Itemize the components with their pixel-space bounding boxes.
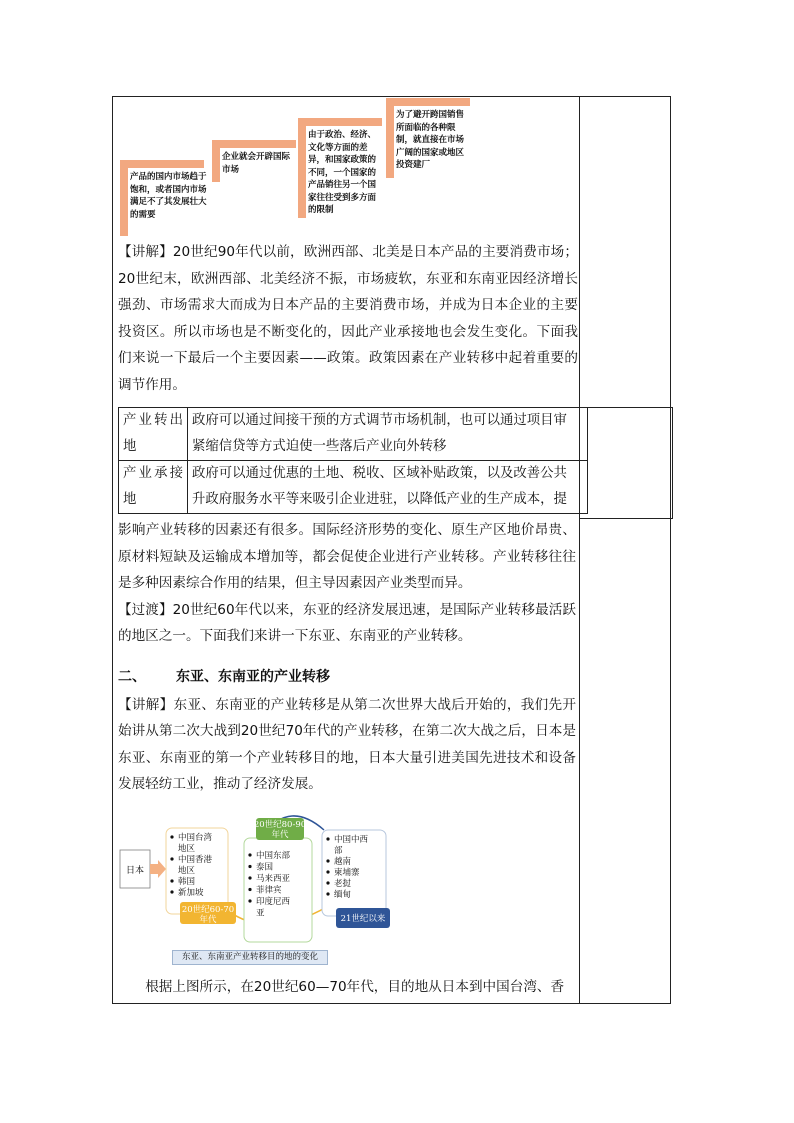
step-1 [120,160,210,236]
list-item: 印度尼西 [256,897,291,907]
bullet-icon [326,859,329,862]
list-item: 部 [334,846,343,856]
bullet-icon [248,899,251,902]
policy-label-out: 产业转出地 [119,408,188,461]
paragraph-explain: 【讲解】东亚、东南亚的产业转移是从第二次世界大战后开始的，我们先开始讲从第二次大战到20世纪70年代的产业转移，在第二次大战之后，日本是东亚、东南亚的第一个产业转移目的地，日本大量引进美国先进技术和设备发展轻纺工业，推动了经济发展。 [118,696,576,792]
step-diagram [118,96,578,239]
bullet-icon [248,853,251,856]
policy-label-in: 产业承接地 [119,461,188,514]
list-item: 新加坡 [178,888,204,898]
list-item: 柬埔寨 [334,868,360,878]
right-column-cell [579,407,673,519]
paragraph-factors: 影响产业转移的因素还有很多。国际经济形势的变化、原生产区地价昂贵、原材料短缺及运输成本增加等，都会促使企业进行产业转移。产业转移往往是多种因素综合作用的结果，但主导因素因产业类型而异。 [118,522,576,591]
era-1-label-b: 年代 [199,915,217,925]
section-title: 东亚、东南亚的产业转移 [176,668,330,685]
transfer-diagram [118,812,398,964]
era-3-label: 21世纪以来 [340,914,386,924]
step-2 [212,140,298,182]
bullet-icon [326,837,329,840]
bullet-icon [248,865,251,868]
bullet-icon [326,892,329,895]
bullet-icon [248,888,251,891]
bullet-icon [170,879,173,882]
arrow-icon [150,860,166,878]
column-divider [579,96,580,1004]
bullet-icon [248,876,251,879]
list-item: 地区 [178,866,196,876]
origin-label: 日本 [125,866,145,876]
step-2-text: 企业就会开辟国际市场 [222,152,291,175]
step-4 [386,98,472,178]
final-content [118,974,576,1001]
section-heading [118,664,576,690]
list-item: 地区 [178,844,196,854]
bullet-icon [326,870,329,873]
bullet-icon [170,857,173,860]
policy-table [118,407,588,514]
step-3 [298,118,384,218]
policy-text-out: 政府可以通过间接干预的方式调节市场机制，也可以通过项目审 紧缩信贷等方式迫使一些落后产业向外转移 [188,408,588,461]
section-number: 二、 [118,668,146,685]
step-1-text: 产品的国内市场趋于饱和，或者国内市场满足不了其发展壮大的需要 [130,172,207,220]
step-4-text: 为了避开跨国销售所面临的各种限制，就直接在市场广阔的国家或地区投资建厂 [396,110,465,170]
lower-content [118,517,576,798]
content-column [118,96,578,398]
step-3-text: 由于政治、经济、文化等方面的差异，和国家政策的不同，一个国家的产品销往另一个国家往往受到多方面的限制 [308,130,377,215]
list-item: 中国中西 [334,835,369,845]
list-item: 老挝 [334,879,352,889]
era-2-label-a: 20世纪80-90 [253,820,307,830]
list-item: 菲律宾 [256,885,282,896]
paragraph-transition: 【过渡】20世纪60年代以来，东亚的经济发展迅速，是国际产业转移最活跃的地区之一。下面我们来讲一下东亚、东南亚的产业转移。 [118,601,576,644]
bullet-icon [326,881,329,884]
list-item: 中国台湾 [178,833,213,843]
bullet-icon [170,835,173,838]
paragraph-analysis: 根据上图所示，在20世纪60—70年代，目的地从日本到中国台湾、香 [145,979,565,995]
list-item: 缅甸 [334,890,352,900]
list-item: 马来西亚 [256,874,291,884]
list-item: 越南 [334,857,352,867]
policy-text-in: 政府可以通过优惠的土地、税收、区域补贴政策，以及改善公共 升政府服务水平等来吸引企业进驻，以降低产业的生产成本，提 [188,461,588,514]
list-item: 韩国 [178,877,196,887]
diagram-caption: 东亚、东南亚产业转移目的地的变化 [172,950,328,965]
list-item: 中国东部 [256,851,291,861]
bullet-icon [170,890,173,893]
list-item: 中国香港 [178,855,213,865]
era-2-label-b: 年代 [271,830,289,840]
table-row [119,461,588,514]
list-item: 亚 [256,908,265,919]
list-item: 泰国 [256,862,274,873]
paragraph-market: 【讲解】20世纪90年代以前，欧洲西部、北美是日本产品的主要消费市场；20世纪末，欧洲西部、北美经济不振，市场疲软，东亚和东南亚因经济增长强劲、市场需求大而成为日本产品的主要消费市场，并成为日本企业的主要投资区。所以市场也是不断变化的，因此产业承接地也会发生变化。下面我们来说一下最后一个主要因素——政策。政策因素在产业转移中起着重要的调节作用。 [118,244,578,393]
table-row [119,408,588,461]
era-1-label-a: 20世纪60-70 [181,905,235,915]
